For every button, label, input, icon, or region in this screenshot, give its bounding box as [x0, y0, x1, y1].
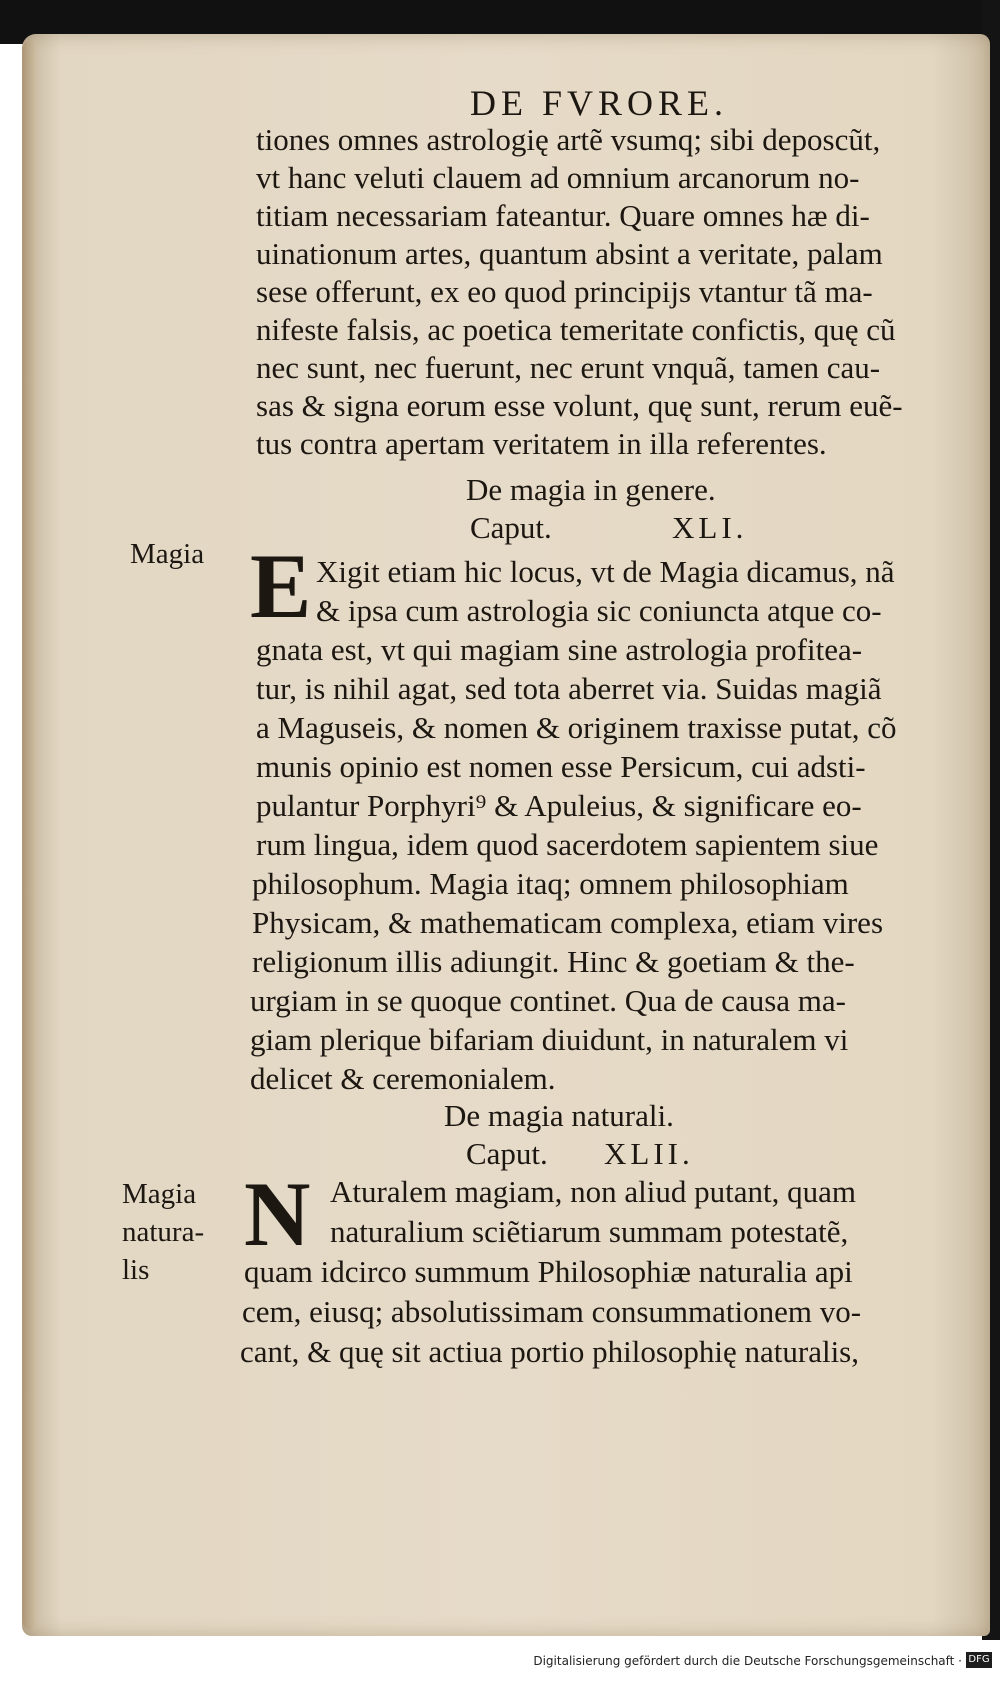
chapter-41-line: rum lingua, idem quod sacerdotem sapientem siue [256, 827, 879, 862]
body-line: vt hanc veluti clauem ad omnium arcanorum no- [256, 160, 860, 195]
chapter-41-line: giam plerique bifariam diuidunt, in naturalem vi [250, 1022, 849, 1057]
chapter-42-caput-label: Caput. [466, 1136, 548, 1171]
chapter-41-line: munis opinio est nomen esse Persicum, cui adsti- [256, 749, 866, 784]
chapter-41-line: Physicam, & mathematicam complexa, etiam vires [252, 905, 884, 940]
chapter-42-line: cem, eiusq; absolutissimam consummationem vo- [242, 1294, 862, 1329]
chapter-42-caput-number: XLII. [604, 1136, 694, 1171]
chapter-41-title: De magia in genere. [466, 472, 716, 507]
dropcap-n: N [244, 1163, 311, 1265]
digitization-footer [0, 1644, 1000, 1681]
chapter-41-line: pulantur Porphyri⁹ & Apuleius, & significare eo- [256, 788, 862, 823]
chapter-41-line: philosophum. Magia itaq; omnem philosophiam [252, 866, 849, 901]
body-line: uinationum artes, quantum absint a veritate, palam [256, 236, 883, 271]
body-line: tiones omnes astrologię artẽ vsumq; sibi deposcũt, [256, 122, 881, 157]
digitization-credit: Digitalisierung gefördert durch die Deutsche Forschungsgemeinschaft · [533, 1654, 962, 1668]
chapter-42-line: naturalium sciẽtiarum summam potestatẽ, [330, 1214, 849, 1249]
chapter-41-line: urgiam in se quoque continet. Qua de causa ma- [250, 983, 846, 1018]
margin-note-naturalis: natura- [122, 1216, 205, 1248]
chapter-41-line: religionum illis adiungit. Hinc & goetiam & the- [252, 944, 855, 979]
chapter-41-line: gnata est, vt qui magiam sine astrologia profitea- [256, 632, 863, 667]
chapter-41-line: Xigit etiam hic locus, vt de Magia dicamus, nã [316, 554, 895, 589]
dropcap-e: E [250, 535, 312, 637]
chapter-42-line: quam idcirco summum Philosophiæ naturalia api [244, 1254, 853, 1289]
chapter-42-line: cant, & quę sit actiua portio philosophię naturalis, [240, 1334, 860, 1369]
margin-note-magia: Magia [122, 1178, 197, 1210]
body-line: sese offerunt, ex eo quod principijs vtantur tã ma- [256, 274, 873, 309]
margin-note-magia: Magia [130, 538, 205, 570]
body-line: nec sunt, nec fuerunt, nec erunt vnquã, tamen cau- [256, 350, 881, 385]
chapter-42-title: De magia naturali. [444, 1098, 674, 1133]
chapter-41-line: & ipsa cum astrologia sic coniuncta atque co- [316, 593, 882, 628]
body-line: tus contra apertam veritatem in illa referentes. [256, 426, 827, 461]
chapter-41-line: tur, is nihil agat, sed tota aberret via. Suidas magiã [256, 671, 882, 706]
chapter-41-line: a Maguseis, & nomen & originem traxisse putat, cõ [256, 710, 897, 745]
chapter-41-line: delicet & ceremonialem. [250, 1061, 556, 1096]
dfg-logo-icon: DFG [966, 1652, 992, 1668]
body-line: nifeste falsis, ac poetica temeritate confictis, quę cũ [256, 312, 896, 347]
chapter-41-caput-number: XLI. [672, 510, 748, 545]
chapter-41-caput-label: Caput. [470, 510, 552, 545]
chapter-42-line: Aturalem magiam, non aliud putant, quam [330, 1174, 857, 1209]
body-line: sas & signa eorum esse volunt, quę sunt, rerum euẽ- [256, 388, 903, 423]
margin-note-lis: lis [122, 1254, 150, 1286]
page-binding-edge [22, 40, 36, 1630]
running-head: DE FVRORE. [470, 83, 729, 123]
body-line: titiam necessariam fateantur. Quare omnes hæ di- [256, 198, 870, 233]
